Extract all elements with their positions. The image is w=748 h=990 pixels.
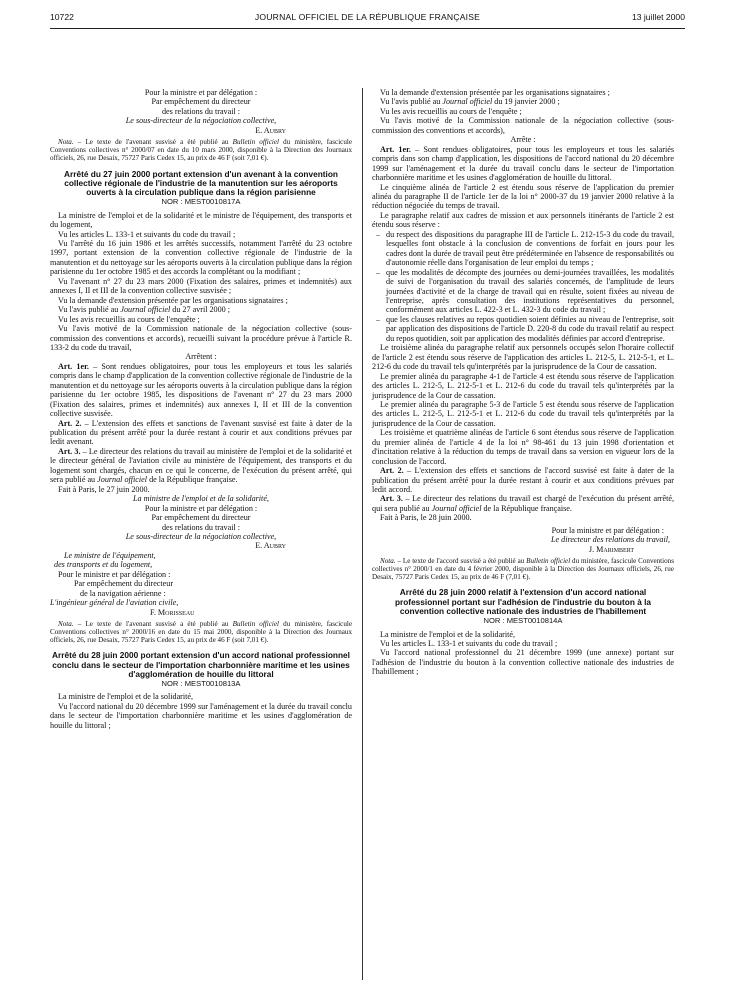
visa-line: Vu les avis recueillis au cours de l'enquête ; (380, 106, 522, 116)
arrete-heading: Arrête : (510, 135, 536, 145)
fait-a-paris: Fait à Paris, le 27 juin 2000. (58, 484, 150, 494)
nor-reference-1: NOR : MEST0010817A (161, 197, 241, 207)
paragraph: Le paragraphe relatif aux cadres de mission et aux personnels itinérants de l'article 2 est étendu sous réserve : (372, 210, 674, 230)
reserve-list (372, 230, 674, 343)
left-column (50, 88, 352, 730)
article-1: Art. 1er. – Sont rendues obligatoires, pour tous les employeurs et tous les salariés compris dans le champ d'application de la convention collective régionale de l'industrie de la manutention et du nettoyage sur les aéroports ouverts à la circulation publique dans la région parisienne du 1er octobre 1985, les dispositions de l'avenant n° 27 du 23 mars 2000 (Fixation des salaires, primes et indemnités) aux annexes I, II et III de la convention collective susvisée. (50, 361, 352, 419)
visa-line: Vu la demande d'extension présentée par les organisations signataires ; (58, 295, 288, 305)
nota-3: Nota. – Le texte de l'accord susvisé a été publié au Bulletin officiel du ministère, fascicule Conventions collectives n° 2000/1 en date du 4 février 2000, disponible à la Direction des Journaux officiels, 26, rue Desaix, 75727 Paris Cedex 15, au prix de 46 F (7,01 €). (372, 557, 674, 582)
signature-line: de la navigation aérienne : (80, 588, 166, 598)
signatory-role: Le sous-directeur de la négociation collective, (125, 116, 277, 126)
list-item: – que les clauses relatives au repos quotidien soient définies au niveau de l'entreprise, soit par application des dispositions de l'article D. 220-8 du code du travail relatif au respect du repos quotidien, soit par application des modalités définies par accord d'entreprise. (386, 315, 674, 343)
paragraph: Le cinquième alinéa de l'article 2 est étendu sous réserve de l'application du premier alinéa du paragraphe II de l'article 1er de la loi n° 2000-37 du 19 janvier 2000 relative à la réduction négociée du temps de travail. (372, 182, 674, 211)
signatory-role: Le directeur des relations du travail, (550, 535, 670, 545)
signatory-name: F. Morisseau (150, 607, 195, 617)
visa-line: Vu la demande d'extension présentée par les organisations signataires ; (380, 88, 610, 97)
minister-title: des transports et du logement, (54, 560, 153, 570)
visa-line: Vu l'accord national professionnel du 21 décembre 1999 (une annexe) portant sur l'adhésion de l'industrie du bouton à la convention collective nationale des industries de l'habillement ; (372, 648, 674, 677)
article-3: Art. 3. – Le directeur des relations du travail au ministère de l'emploi et de la solidarité et le directeur général de l'aviation civile au ministère de l'équipement, des transports et du logement sont chargés, chacun en ce qui le concerne, de l'exécution du présent arrêté, qui sera publié au Journal officiel de la République française. (50, 446, 352, 485)
signature-line: Par empêchement du directeur (151, 513, 251, 523)
signatory-role: Le sous-directeur de la négociation collective, (125, 532, 277, 542)
signature-line: des relations du travail : (161, 106, 241, 116)
article-2: Art. 2. – L'extension des effets et sanctions de l'accord susvisé est faite à dater de la publication du présent arrêté pour la durée restant à courir et aux conditions prévues par ledit accord. (372, 466, 674, 495)
paragraph: Le premier alinéa du paragraphe 4-1 de l'article 4 est étendu sous réserve de l'application des articles L. 212-5, L. 212-5-1 et L. 212-6 du code du travail tels qu'interprétés par la jurisprudence de la Cour de cassation. (372, 371, 674, 400)
decree-title-2: Arrêté du 28 juin 2000 portant extension d'un accord national professionnel conclu dans le secteur de l'importation charbonnière maritime et les usines d'agglomération de houille du littoral (52, 650, 350, 679)
minister-title: Le ministre de l'équipement, (64, 550, 156, 560)
signatory-name: J. Marimbert (588, 544, 634, 554)
journal-title: JOURNAL OFFICIEL DE LA RÉPUBLIQUE FRANÇAISE (254, 12, 481, 22)
visa-line: Vu l'avis motivé de la Commission nationale de la négociation collective (sous-commission des conventions et accords), recueilli suivant la procédure prévue à l'article R. 133-2 du code du travail, (50, 324, 352, 352)
nota-2: Nota. – Le texte de l'avenant susvisé a été publié au Bulletin officiel du ministère, fascicule Conventions collectives n° 2000/16 en date du 15 mai 2000, disponible à la Direction des Journaux officiels, 26, rue Desaix, 75727 Paris Cedex 15, au prix de 46 F (soit 7,01 €). (50, 620, 352, 645)
page-number: 10722 (50, 12, 74, 22)
article-1: Art. 1er. – Sont rendues obligatoires, pour tous les employeurs et tous les salariés compris dans son champ d'application, les dispositions de l'accord national du 20 décembre 1999 sur l'aménagement et la durée du travail conclu dans le secteur de l'importation charbonnière maritime et les usines d'agglomération de houille du littoral. (372, 144, 674, 183)
list-item: – que les modalités de décompte des journées ou demi-journées travaillées, les modalités de suivi de l'organisation du travail des salariés concernés, de l'amplitude de leurs journées d'activité et de la charge de travail qui en résulte, soient fixées au niveau de l'entreprise, après consultation des institutions représentatives du personnel, conformément aux articles L. 422-3 et L. 432-3 du code du travail ; (386, 268, 674, 315)
nor-reference-2: NOR : MEST0010813A (161, 678, 241, 688)
decree-title-1: Arrêté du 27 juin 2000 portant extension d'un avenant à la convention collective régionale de l'industrie de la manutention sur les aéroports ouverts à la circulation publique dans la région parisienne (64, 168, 338, 197)
column-separator (362, 88, 363, 980)
visa-line: Vu l'accord national du 20 décembre 1999 sur l'aménagement et la durée du travail conclu dans le secteur de l'importation charbonnière maritime et les usines d'agglomération de houille du littoral ; (50, 701, 352, 730)
minister-title: La ministre de l'emploi et de la solidarité, (133, 494, 269, 504)
visa-line: La ministre de l'emploi et de la solidarité, (58, 692, 194, 702)
article-3: Art. 3. – Le directeur des relations du travail est chargé de l'exécution du présent arrêté, qui sera publié au Journal officiel de la République française. (372, 494, 674, 513)
visa-line: Vu l'avis motivé de la Commission nationale de la négociation collective (sous-commission des conventions et accords), (372, 116, 674, 135)
fait-a-paris: Fait à Paris, le 28 juin 2000. (380, 513, 472, 523)
signatory-role: L'ingénieur général de l'aviation civile, (50, 598, 179, 608)
nota-1: Nota. – Le texte de l'avenant susvisé a été publié au Bulletin officiel du ministère, fascicule Conventions collectives n° 2000/07 en date du 10 mars 2000, disponible à la Direction des Journaux officiels, 26, rue Desaix, 75727 Paris Cedex 15, au prix de 46 F (soit 7,01 €). (50, 138, 352, 163)
paragraph: Les troisième et quatrième alinéas de l'article 6 sont étendus sous réserve de l'application du premier alinéa de l'article 4 de la loi n° 98-461 du 13 juin 1998 d'orientation et d'incitation relative à la réduction du temps de travail dans sa version en vigueur lors de la conclusion de l'accord. (372, 428, 674, 466)
visa-line: Vu l'avis publié au Journal officiel du 27 avril 2000 ; (58, 305, 231, 315)
signature-line: Pour le ministre et par délégation : (58, 569, 171, 579)
visa-line: Vu l'avis publié au Journal officiel du 19 janvier 2000 ; (380, 97, 560, 107)
signature-line: Pour la ministre et par délégation : (551, 525, 664, 535)
signature-line: Par empêchement du directeur (74, 579, 174, 589)
paragraph: Le troisième alinéa du paragraphe relatif aux personnels occupés selon l'horaire collectif de l'article 2 est étendu sous réserve de l'application des articles L. 212-5, L. 212-5-1, et L. 212-6 du code du travail tels qu'interprétés par la jurisprudence de la Cour de cassation. (372, 343, 674, 372)
paragraph: Le premier alinéa du paragraphe 5-3 de l'article 5 est étendu sous réserve de l'application des articles L. 212-5, L. 212-5-1 et L. 212-6 du code du travail tels qu'interprétés par la jurisprudence de la Cour de cassation. (372, 399, 674, 428)
signatory-name: E. Aubry (255, 125, 286, 135)
article-2: Art. 2. – L'extension des effets et sanctions de l'avenant susvisé est faite à dater de la publication du présent arrêté pour la durée restant à courir et aux conditions prévues par ledit avenant. (50, 418, 352, 447)
visa-line: Vu l'avenant n° 27 du 23 mars 2000 (Fixation des salaires, primes et indemnités) aux annexes I, II et III de la convention collective susvisée ; (50, 276, 352, 296)
visa-line: Vu les articles L. 133-1 et suivants du code du travail ; (380, 639, 558, 648)
decree-title-3: Arrêté du 28 juin 2000 relatif à l'extension d'un accord national professionnel portant sur l'adhésion de l'industrie du bouton à la convention collective nationale des industries de l'habillement (394, 587, 652, 616)
arretent-heading: Arrêtent : (185, 352, 217, 362)
nor-reference-3: NOR : MEST0010814A (483, 616, 563, 626)
right-column (372, 88, 674, 677)
list-item: – du respect des dispositions du paragraphe III de l'article L. 212-15-3 du code du travail, lesquelles font obstacle à la conclusion de conventions de forfait en jours pour les cadres dont la durée de travail peut être prédéterminée en l'absence de responsabilités ou d'autonomie réelle dans l'organisation de leur emploi du temps ; (386, 230, 674, 268)
visa-line: La ministre de l'emploi et de la solidarité et le ministre de l'équipement, des transports et du logement, (50, 210, 352, 230)
visa-line: Vu les avis recueillis au cours de l'enquête ; (58, 314, 200, 324)
signatory-name: E. Aubry (255, 541, 286, 551)
visa-line: Vu l'arrêté du 16 juin 1986 et les arrêtés successifs, notamment l'arrêté du 23 octobre 1997, portant extension de la convention collective régionale de l'industrie de la manutention et du nettoyage sur les aéroports ouverts à la circulation publique dans la région parisienne du 1er octobre 1985 et des accords la complétant ou la modifiant ; (50, 238, 352, 277)
visa-line: La ministre de l'emploi et de la solidarité, (380, 629, 516, 639)
signature-line: des relations du travail : (161, 522, 241, 532)
header-rule (50, 28, 685, 29)
signature-line: Pour la ministre et par délégation : (144, 503, 258, 513)
issue-date: 13 juillet 2000 (631, 12, 685, 22)
visa-line: Vu les articles L. 133-1 et suivants du code du travail ; (58, 229, 236, 239)
page-header (50, 12, 685, 26)
signature-line: Pour la ministre et par délégation : (144, 88, 258, 97)
signature-line: Par empêchement du directeur (151, 97, 251, 107)
